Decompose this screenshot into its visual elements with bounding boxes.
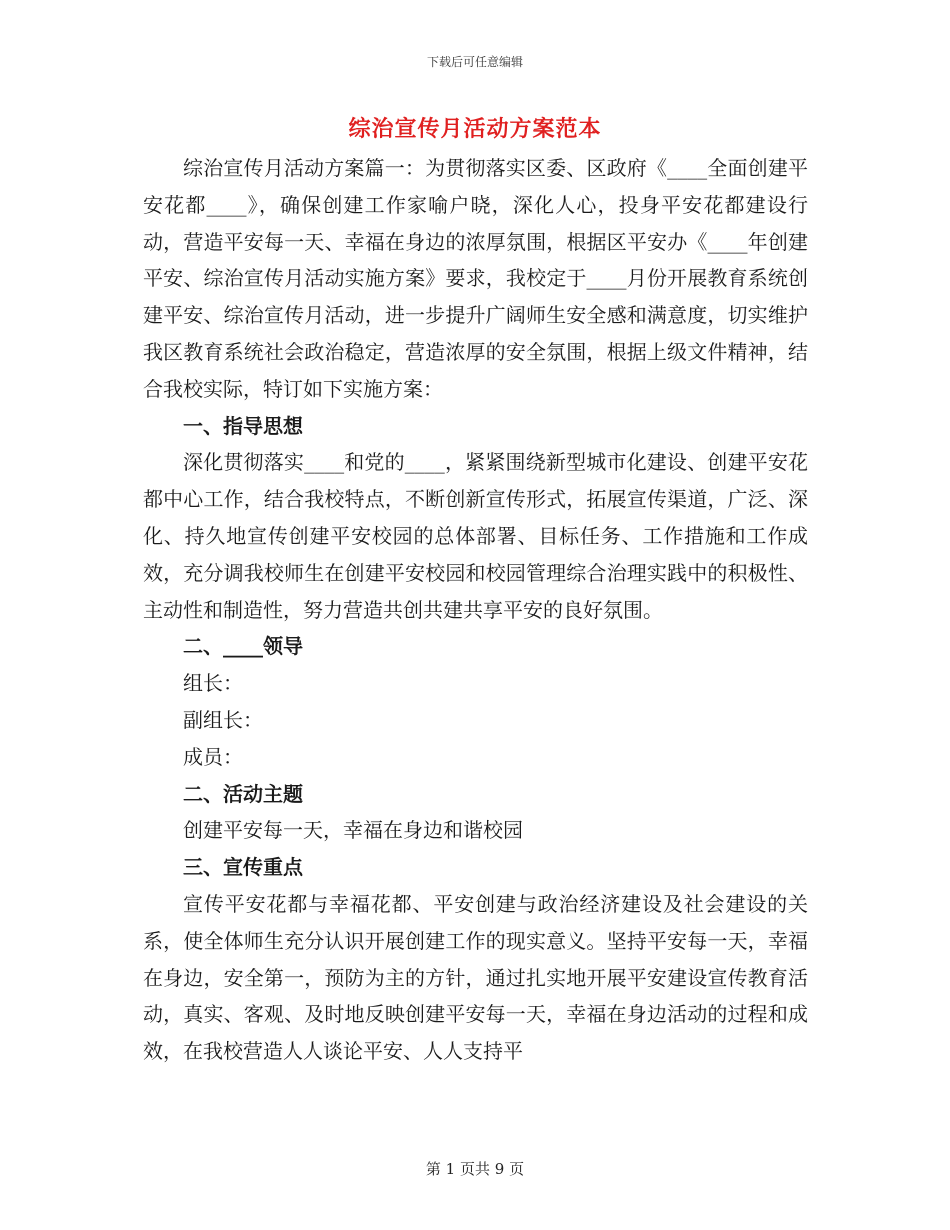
- leader-line: 组长：: [183, 671, 243, 696]
- members-line: 成员：: [183, 744, 243, 769]
- deputy-leader-line: 副组长：: [183, 707, 263, 732]
- document-body: [143, 150, 808, 1070]
- document-title: 综治宣传月活动方案范本: [348, 116, 602, 142]
- page-footer: 第 1 页共 9 页: [425, 1160, 525, 1178]
- section-heading-activity-theme: 二、活动主题: [183, 781, 303, 806]
- intro-paragraph: 综治宣传月活动方案篇一：为贯彻落实区委、区政府《____全面创建平安花都____》，确保创建工作家喻户晓，深化人心，投身平安花都建设行动，营造平安每一天、幸福在身边的浓厚氛围，根据区平安办《____年创建平安、综治宣传月活动实施方案》要求，我校定于____月份开展教育系统创建平安、综治宣传月活动，进一步提升广阔师生安全感和满意度，切实维护我区教育系统社会政治稳定，营造浓厚的安全氛围，根据上级文件精神，结合我校实际，特订如下实施方案：: [143, 156, 808, 401]
- guiding-ideology-paragraph: 深化贯彻落实____和党的____，紧紧围绕新型城市化建设、创建平安花都中心工作，结合我校特点，不断创新宣传形式，拓展宣传渠道，广泛、深化、持久地宣传创建平安校园的总体部署、目标任务、工作措施和工作成效，充分调我校师生在创建平安校园和校园管理综合治理实践中的积极性、主动性和制造性，努力营造共创共建共享平安的良好氛围。: [143, 450, 808, 622]
- activity-theme-text: 创建平安每一天，幸福在身边和谐校园: [183, 818, 523, 843]
- section-heading-leadership: 二、____领导: [183, 634, 303, 659]
- section-heading-guiding-ideology: 一、指导思想: [183, 413, 303, 438]
- section-heading-publicity-focus: 三、宣传重点: [183, 855, 303, 880]
- publicity-focus-paragraph: 宣传平安花都与幸福花都、平安创建与政治经济建设及社会建设的关系，使全体师生充分认识开展创建工作的现实意义。坚持平安每一天，幸福在身边，安全第一，预防为主的方针，通过扎实地开展平安建设宣传教育活动，真实、客观、及时地反映创建平安每一天，幸福在身边活动的过程和成效，在我校营造人人谈论平安、人人支持平: [143, 891, 808, 1064]
- header-note: 下载后可任意编辑: [426, 55, 523, 69]
